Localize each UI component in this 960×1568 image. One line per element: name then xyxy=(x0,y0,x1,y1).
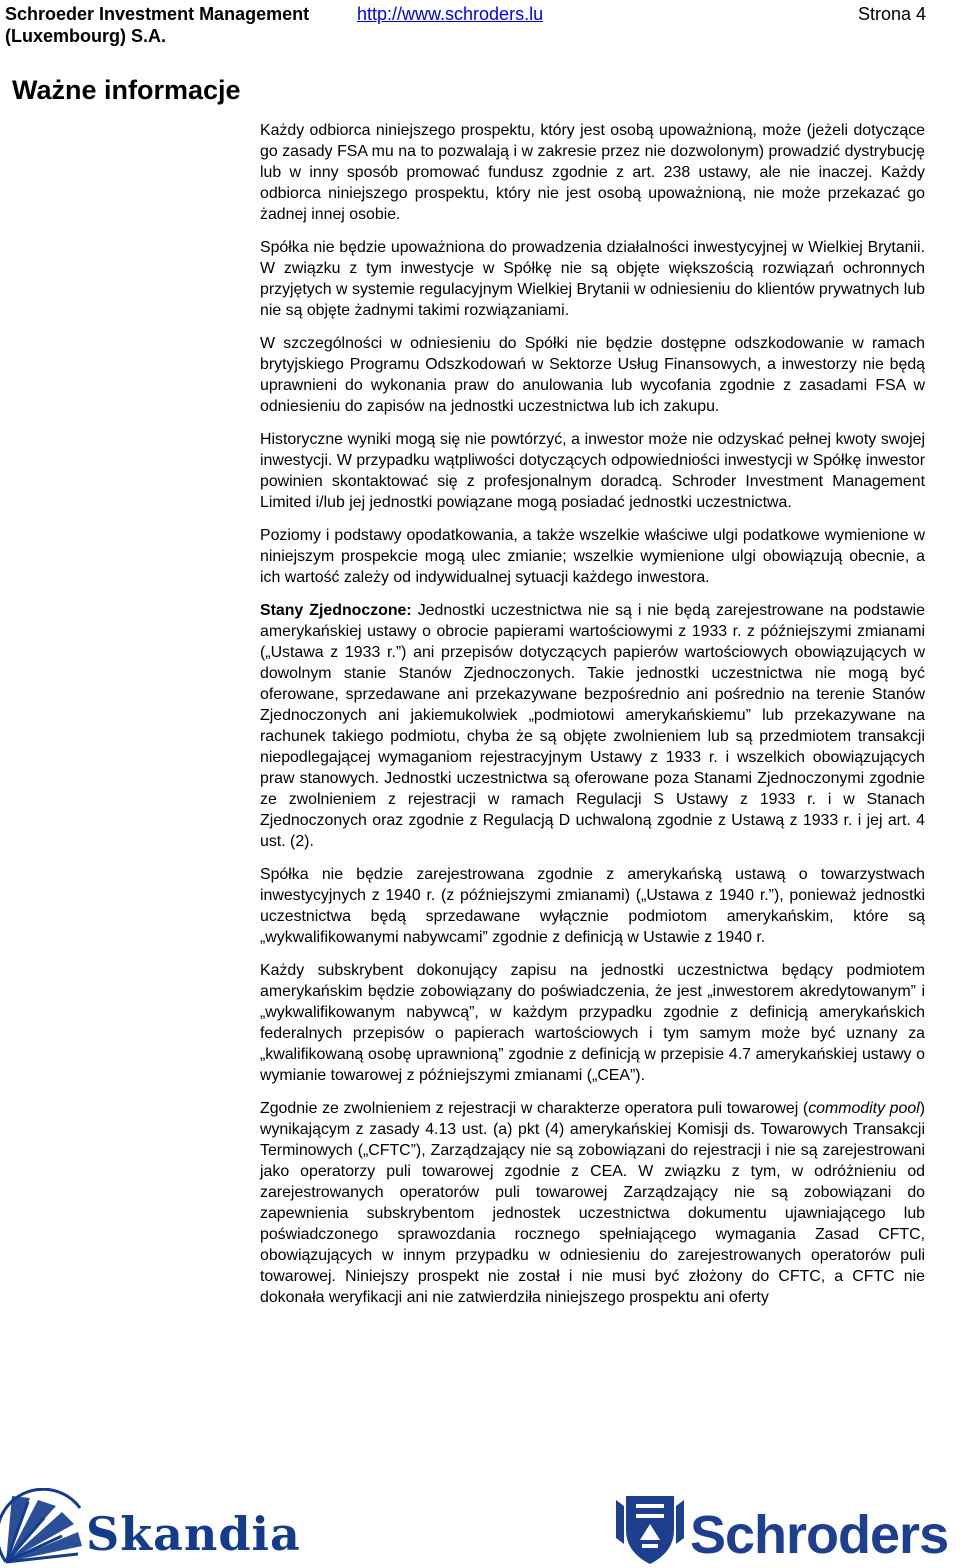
skandia-wordmark: Skandia xyxy=(86,1507,301,1561)
section-title: Ważne informacje xyxy=(12,75,241,105)
paragraph-taxation: Poziomy i podstawy opodatkowania, a także wszelkie właściwe ulgi podatkowe wymienione w niniejszym prospekcie mogą ulec zmianie; wszelkie wymienione ulgi obowiązują obecnie, a ich wartość zależy od indywidualnej sytuacji każdego inwestora. xyxy=(260,527,925,586)
paragraph-uk-authorisation: Spółka nie będzie upoważniona do prowadzenia działalności inwestycyjnej w Wielkiej Brytanii. W związku z tym inwestycje w Spółkę nie są objęte większością rozwiązań ochronnych przyjętych w systemie regulacyjnym Wielkiej Brytanii w odniesieniu do klientów prywatnych lub nie są objęte żadnymi takimi rozwiązaniami. xyxy=(260,239,925,319)
commodity-pool-text-b: ) wynikającym z zasady 4.13 ust. (a) pkt (4) amerykańskiej Komisji ds. Towarowych Transakcji Terminowych („CFTC”), Zarządzający nie są zobowiązani do rejestracji i nie są zarejestrowani jako operatorzy puli towarowej zgodnie z CEA. W związku z tym, w odróżnieniu od zarejestrowanych operatorów puli towarowej Zarządzający nie są zobowiązani do zapewnienia subskrybentom jednostek uczestnictwa dokumentu ujawniającego lub poświadczonego sprawozdania rocznego spełniającego wymagania Zasad CFTC, obowiązujących w innym przypadku w odniesieniu do zarejestrowanych operatorów puli towarowej. Niniejszy prospekt nie został i nie musi być złożony do CFTC, a CFTC nie dokonała weryfikacji ani nie zatwierdziła niniejszego prospektu ani oferty xyxy=(260,1100,926,1306)
header-company-line2: (Luxembourg) S.A. xyxy=(5,26,166,46)
page-number: Strona 4 xyxy=(857,4,926,24)
united-states-label: Stany Zjednoczone: xyxy=(260,602,412,619)
header-company-line1: Schroeder Investment Management xyxy=(5,4,310,24)
paragraph-compensation: W szczególności w odniesieniu do Spółki nie będzie dostępne odszkodowanie w ramach brytyjskiego Programu Odszkodowań w Sektorze Usług Finansowych, a inwestorzy nie będą uprawnieni do wykonania praw do anulowania lub wycofania zgodnie z zasadami FSA w odniesieniu do zapisów na jednostki uczestnictwa lub ich zakupu. xyxy=(260,335,925,415)
paragraph-subscriber-certification: Każdy subskrybent dokonujący zapisu na jednostki uczestnictwa będący podmiotem amerykańskim będzie zobowiązany do poświadczenia, że jest „inwestorem akredytowanym” i „wykwalifikowanym nabywcą”, w każdym przypadku zgodnie z definicją amerykańskich federalnych przepisów o papierach wartościowych i tym samym może być uznany za „kwalifikowaną osobę uprawnioną” zgodnie z definicją w przepisie 4.7 amerykańskiej ustawy o wymianie towarowej z późniejszymi zmianami („CEA”). xyxy=(260,962,925,1084)
commodity-pool-text-a: Zgodnie ze zwolnieniem z rejestracji w charakterze operatora puli towarowej ( xyxy=(260,1100,809,1117)
website-link[interactable]: http://www.schroders.lu xyxy=(357,4,544,24)
commodity-pool-term: commodity pool xyxy=(808,1100,920,1117)
document-body xyxy=(260,120,925,1308)
united-states-text: Jednostki uczestnictwa nie są i nie będą zarejestrowane na podstawie amerykańskiej ustawy o obrocie papierami wartościowymi z 1933 r. z późniejszymi zmianami („Ustawa z 1933 r.”) ani przepisów dotyczących papierów wartościowych obowiązujących w dowolnym stanie Stanów Zjednoczonych. Takie jednostki uczestnictwa nie mogą być oferowane, sprzedawane ani przekazywane bezpośrednio ani pośrednio na terenie Stanów Zjednoczonych ani jakiemukolwiek „podmiotowi amerykańskiemu” lub przekazywane na rachunek takiego podmiotu, chyba że są objęte zwolnieniem lub są przedmiotem transakcji niepodlegającej wymaganiom rejestracyjnym Ustawy z 1933 r. i wszelkich obowiązujących praw stanowych. Jednostki uczestnictwa są oferowane poza Stanami Zjednoczonymi zgodnie ze zwolnieniem z rejestracji w ramach Regulacji S Ustawy z 1933 r. i w Stanach Zjednoczonych oraz zgodnie z Regulacją D uchwaloną zgodnie z Ustawą z 1933 r. i jej art. 4 ust. (2). xyxy=(260,602,926,850)
paragraph-investment-company-act: Spółka nie będzie zarejestrowana zgodnie z amerykańską ustawą o towarzystwach inwestycyjnych z 1940 r. (z późniejszymi zmianami) („Ustawa z 1940 r.”), ponieważ jednostki uczestnictwa będą sprzedawane wyłącznie podmiotom amerykańskim, które są „wykwalifikowanymi nabywcami” zgodnie z definicją w Ustawie z 1940 r. xyxy=(260,866,925,946)
schroders-wordmark: Schroders xyxy=(690,1505,949,1565)
paragraph-united-states xyxy=(260,600,925,852)
paragraph-commodity-pool xyxy=(260,1098,925,1308)
header-company xyxy=(5,3,309,47)
paragraph-past-performance: Historyczne wyniki mogą się nie powtórzyć, a inwestor może nie odzyskać pełnej kwoty swojej inwestycji. W przypadku wątpliwości dotyczących odpowiedniości inwestycji w Spółkę inwestor powinien skontaktować się z profesjonalnym doradcą. Schroder Investment Management Limited i/lub jej jednostki powiązane mogą posiadać jednostki uczestnictwa. xyxy=(260,431,925,511)
paragraph-authorised-recipient: Każdy odbiorca niniejszego prospektu, który jest osobą upoważnioną, może (jeżeli dotyczące go zasady FSA mu na to pozwalają i w zakresie przez nie dozwolonym) prowadzić dystrybucję lub w inny sposób promować fundusz zgodnie z art. 238 ustawy, ale nie inaczej. Każdy odbiorca niniejszego prospektu, który nie jest osobą upoważnioną, nie może przekazać go żadnej innej osobie. xyxy=(260,122,925,223)
